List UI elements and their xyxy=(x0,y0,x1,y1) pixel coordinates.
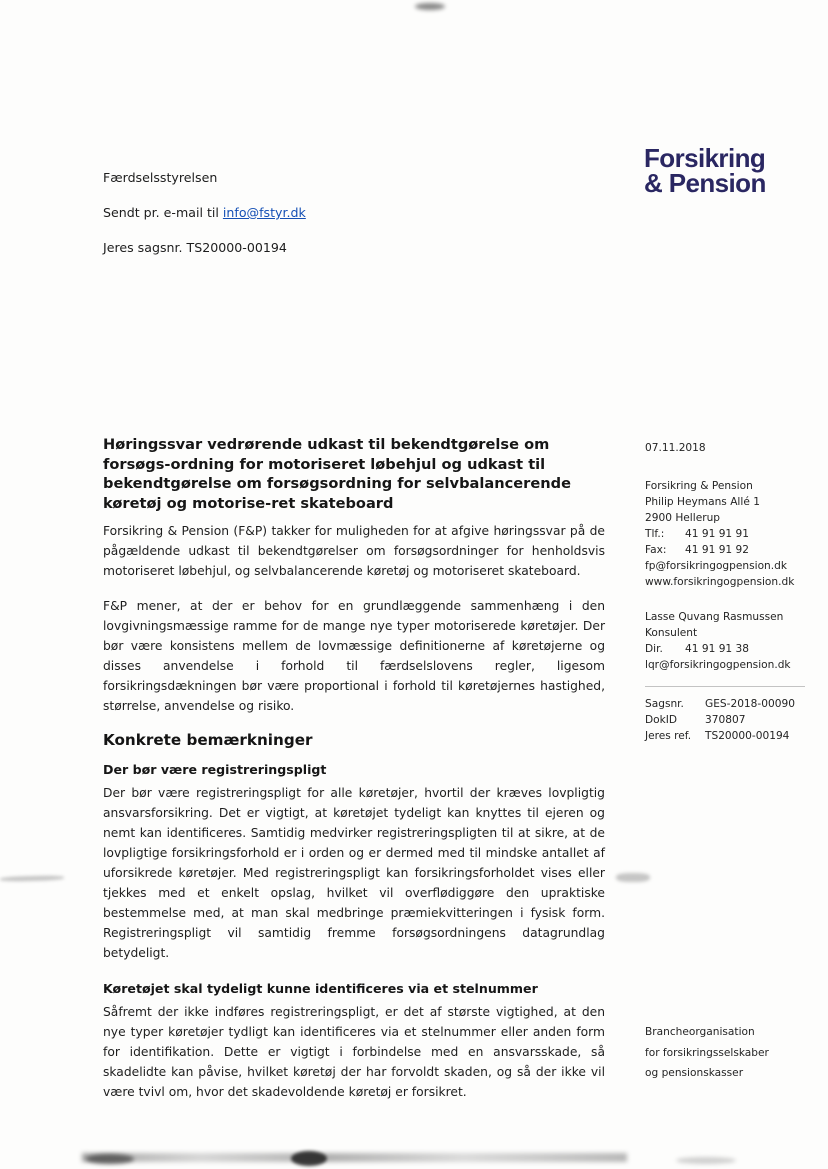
letter-paragraph-2: F&P mener, at der er behov for en grundlæggende sammenhæng i den lovgivningsmæssige ramme for de mange nye typer motoriserede køretøjer. Der bør være konsistens mellem de lovmæssige definitionerne af køretøjerne og disses anvendelse i forhold til færdselslovens regler, ligesom forsikringsdækningen bør være proportional i forhold til køretøjernes hastighed, størrelse, anvendelse og risiko. xyxy=(103,599,605,713)
paragraph-registreringspligt: Der bør være registreringspligt for alle køretøjer, hvortil der kræves lovpligtig ansvarsforsikring. Det er vigtigt, at køretøjet tydeligt kan knyttes til ejeren og nemt kan identificeres. Samtidig medvirker registreringspligten til at sikre, at de lovpligtige forsikringsforhold er i orden og er dermed med til mindske antallet af uforsikrede køretøjer. Med registreringspligt kan forsikringsforholdet vises eller tjekkes med et enkelt opslag, hvilket vil overflødiggøre den upraktiske bestemmelse med, at man skal medbringe præmiekvitteringen i fysisk form. Registreringspligt vil samtidig fremme forsøgsordningens datagrundlag betydeligt. xyxy=(103,786,605,960)
scan-artifact-mid-left xyxy=(0,875,64,882)
phone-number: 41 91 91 91 xyxy=(685,528,750,540)
letter-sidebar xyxy=(645,440,805,744)
phone-row xyxy=(645,526,805,542)
subheading-stelnummer: Køretøjet skal tydeligt kunne identificeres via et stelnummer xyxy=(103,981,538,996)
contact-direct-row xyxy=(645,641,805,657)
email-link[interactable]: info@fstyr.dk xyxy=(222,205,306,220)
org-street: Philip Heymans Allé 1 xyxy=(645,496,760,508)
org-tagline-line1: Brancheorganisation xyxy=(645,1026,755,1038)
contact-email: lqr@forsikringogpension.dk xyxy=(645,659,791,671)
org-email: fp@forsikringogpension.dk xyxy=(645,560,787,572)
ref-label: DokID xyxy=(645,714,678,726)
org-website: www.forsikringogpension.dk xyxy=(645,576,795,588)
scan-artifact-bottom-blotch xyxy=(291,1151,327,1166)
contact-name: Lasse Quvang Rasmussen xyxy=(645,611,784,623)
fax-number: 41 91 91 92 xyxy=(685,544,750,556)
ref-row-sagsnr xyxy=(645,696,805,712)
org-tagline xyxy=(645,1022,769,1084)
org-name: Forsikring & Pension xyxy=(645,480,753,492)
scan-artifact-mid-right xyxy=(616,873,650,882)
direct-number: 41 91 91 38 xyxy=(685,643,750,655)
ref-value: TS20000-00194 xyxy=(705,730,790,742)
scan-artifact-bottom-band xyxy=(82,1153,627,1162)
reference-block xyxy=(645,686,805,744)
fax-label: Fax: xyxy=(645,544,667,556)
scan-artifact-bottom-left xyxy=(86,1154,134,1164)
recipient-name: Færdselsstyrelsen xyxy=(103,170,218,185)
forsikring-pension-logo xyxy=(644,143,766,198)
recipient-block xyxy=(103,170,306,275)
scan-artifact-top-edge xyxy=(415,3,445,10)
letter-date: 07.11.2018 xyxy=(645,442,706,454)
sent-via-prefix: Sendt pr. e-mail til xyxy=(103,205,223,220)
ref-label: Sagsnr. xyxy=(645,698,684,710)
paragraph-stelnummer: Såfremt der ikke indføres registreringspligt, er det af største vigtighed, at den nye typer køretøjer tydligt kan identificeres via et stelnummer eller anden form for identifikation. Dette er vigtigt i forbindelse med en ansvarsskade, så skadelidte kan påvise, hvilket køretøj der har forvoldt skaden, og så der ikke vil være tvivl om, hvor det skadevoldende køretøj er forsikret. xyxy=(103,1005,605,1099)
logo-line2: & Pension xyxy=(644,168,766,198)
letter-paragraph-1: Forsikring & Pension (F&P) takker for muligheden for at afgive høringssvar på de pågældende udkast til bekendtgørelser om forsøgsordninger for henholdsvis motoriseret løbehjul, og selvbalancerende køretøj og motoriseret skateboard. xyxy=(103,524,605,578)
ref-row-dokid xyxy=(645,712,805,728)
ref-value: 370807 xyxy=(705,714,746,726)
letter-body xyxy=(103,435,605,1117)
ref-value: GES-2018-00090 xyxy=(705,698,795,710)
phone-label: Tlf.: xyxy=(645,528,665,540)
subheading-registreringspligt: Der bør være registreringspligt xyxy=(103,762,327,777)
fax-row xyxy=(645,542,805,558)
scan-artifact-bottom-right xyxy=(676,1157,736,1164)
logo-line1: Forsikring xyxy=(644,143,766,173)
ref-label: Jeres ref. xyxy=(645,730,692,742)
org-tagline-line3: og pensionskasser xyxy=(645,1067,744,1079)
sent-via-line xyxy=(103,205,306,220)
contact-title: Konsulent xyxy=(645,627,698,639)
ref-row-jeres-ref xyxy=(645,728,805,744)
letter-title: Høringssvar vedrørende udkast til bekendtgørelse om forsøgs-ordning for motoriseret løbehjul og udkast til bekendtgørelse om forsøgsordning for selvbalancerende køretøj og motorise-ret skateboard xyxy=(103,436,571,512)
case-reference-line: Jeres sagsnr. TS20000-00194 xyxy=(103,240,287,255)
section-heading-konkrete-bemaerkninger: Konkrete bemærkninger xyxy=(103,731,313,749)
direct-label: Dir. xyxy=(645,643,663,655)
org-tagline-line2: for forsikringsselskaber xyxy=(645,1046,769,1059)
org-city: 2900 Hellerup xyxy=(645,512,721,524)
